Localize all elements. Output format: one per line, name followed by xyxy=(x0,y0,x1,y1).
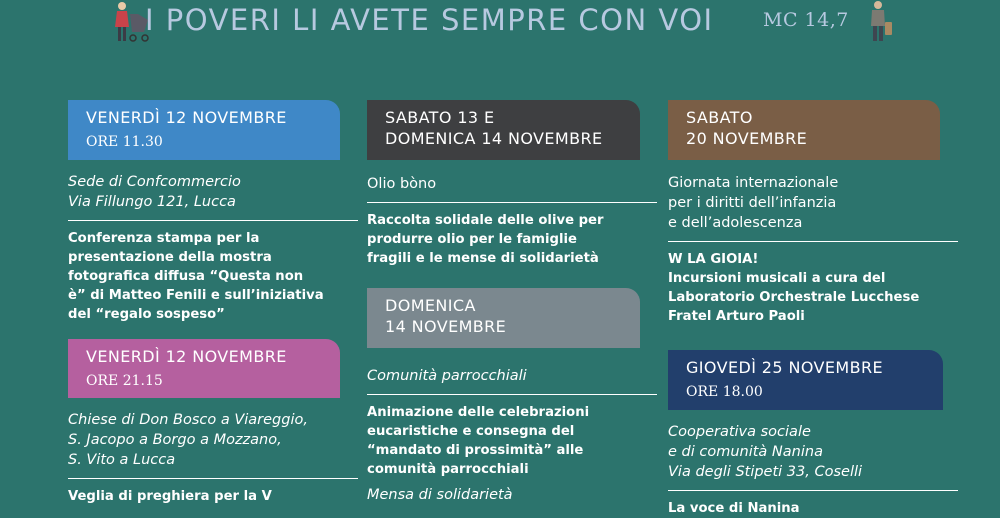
event-place: Giornata internazionale per i diritti dell’infanzia e dell’adolescenza xyxy=(668,175,839,231)
divider xyxy=(668,490,958,491)
date-tag-purple xyxy=(68,339,340,398)
event-column-1 xyxy=(68,100,358,506)
event-description: W LA GIOIA! Incursioni musicali a cura del Laboratorio Orchestrale Lucchese Fratel Arturo Paoli xyxy=(668,252,920,324)
event-column-2 xyxy=(367,100,657,505)
page-title: I POVERI LI AVETE SEMPRE CON VOI xyxy=(145,3,714,37)
header xyxy=(0,0,1000,44)
divider xyxy=(68,220,358,221)
event-day: VENERDÌ 12 NOVEMBRE xyxy=(86,347,287,366)
person-with-suitcase-icon xyxy=(862,0,894,44)
event-day: SABATO 13 E xyxy=(385,108,495,127)
event-place: Sede di Confcommercio Via Fillungo 121, Lucca xyxy=(68,174,241,210)
divider xyxy=(367,394,657,395)
event-column-3 xyxy=(668,100,958,518)
divider xyxy=(68,478,358,479)
event-description: Raccolta solidale delle olive per produrre olio per le famiglie fragili e le mense di solidarietà xyxy=(367,213,604,266)
event-description: Conferenza stampa per la presentazione della mostra fotografica diffusa “Questa non è” di Matteo Fenili e sull’iniziativa del “regalo sospeso” xyxy=(68,231,324,322)
event-time: ORE 21.15 xyxy=(86,373,163,389)
date-tag-navy xyxy=(668,350,943,410)
bible-citation: MC 14,7 xyxy=(763,9,849,31)
event-description: La voce di Nanina xyxy=(668,501,800,516)
event-place: Cooperativa sociale e di comunità Nanina Via degli Stipeti 33, Coselli xyxy=(668,424,863,480)
date-tag-blue xyxy=(68,100,340,160)
divider xyxy=(367,202,657,203)
event-day: 20 NOVEMBRE xyxy=(686,129,808,148)
event-description: Animazione delle celebrazioni eucaristiche e consegna del “mandato di prossimità” alle comunità parrocchiali xyxy=(367,405,590,477)
event-description: Veglia di preghiera per la V xyxy=(68,489,272,504)
event-place: Mensa di solidarietà xyxy=(367,487,513,503)
event-day: 14 NOVEMBRE xyxy=(385,317,507,336)
divider xyxy=(668,241,958,242)
event-day: VENERDÌ 12 NOVEMBRE xyxy=(86,108,287,127)
date-tag-light-gray xyxy=(367,288,640,348)
event-day: DOMENICA xyxy=(385,296,476,315)
event-place: Chiese di Don Bosco a Viareggio, S. Jacopo a Borgo a Mozzano, S. Vito a Lucca xyxy=(68,412,308,468)
event-time: ORE 11.30 xyxy=(86,134,163,150)
event-day: SABATO xyxy=(686,108,753,127)
event-time: ORE 18.00 xyxy=(686,384,763,400)
date-tag-brown xyxy=(668,100,940,160)
event-day: DOMENICA 14 NOVEMBRE xyxy=(385,129,603,148)
date-tag-dark-gray xyxy=(367,100,640,160)
event-place: Olio bòno xyxy=(367,176,437,192)
event-day: GIOVEDÌ 25 NOVEMBRE xyxy=(686,358,883,377)
event-place: Comunità parrocchiali xyxy=(367,368,527,384)
